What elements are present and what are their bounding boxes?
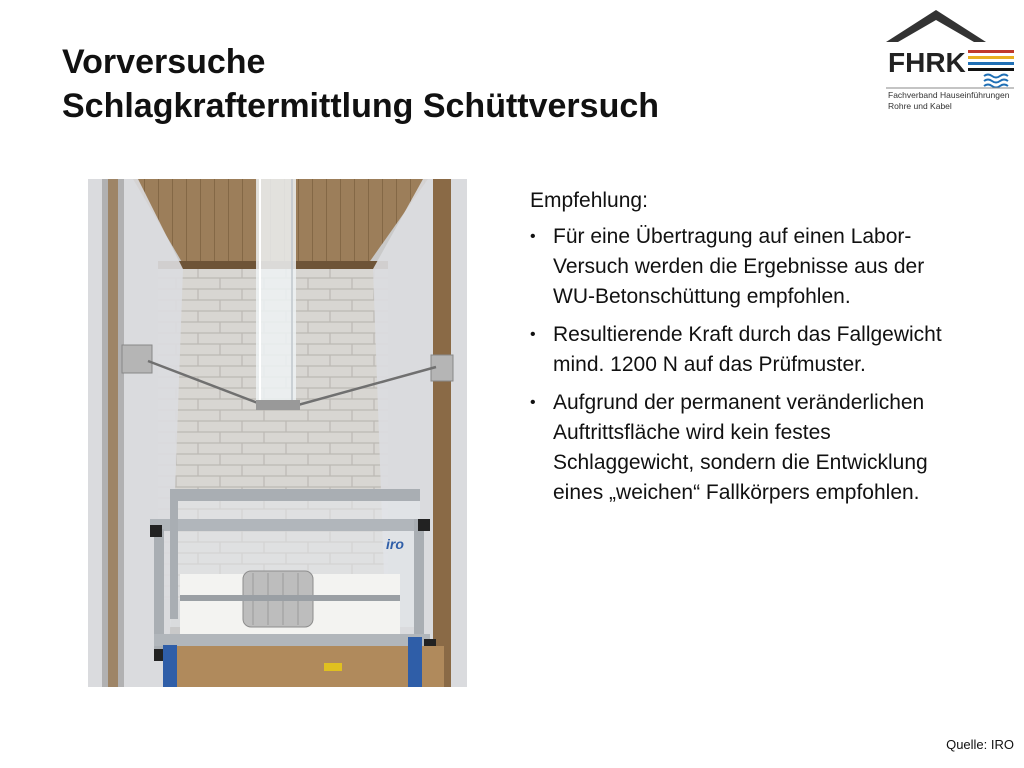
recommendation-heading: Empfehlung:: [530, 189, 648, 212]
bullet-icon: •: [530, 326, 536, 343]
list-item: [530, 388, 970, 508]
slide-title: [62, 40, 659, 128]
test-setup-photo: [88, 179, 467, 687]
list-item: [530, 222, 970, 312]
logo-subtitle-1: Fachverband Hauseinführungen: [888, 90, 1010, 100]
photo-brand-mark: iro: [386, 536, 404, 552]
title-line-1: Vorversuche: [62, 43, 266, 81]
source-credit: Quelle: IRO: [946, 737, 1014, 752]
list-item-text: Aufgrund der permanent veränderlichen Auftrittsfläche wird kein festes Schlaggewicht, sondern die Entwicklung eines „weichen“ Fallkörpers empfohlen.: [553, 391, 928, 504]
list-item: [530, 320, 970, 380]
list-item-text: Resultierende Kraft durch das Fallgewicht mind. 1200 N auf das Prüfmuster.: [553, 323, 942, 376]
logo-subtitle-2: Rohre und Kabel: [888, 101, 952, 111]
house-logo-icon: [886, 8, 1016, 112]
bullet-icon: •: [530, 228, 536, 245]
logo-wordmark: FHRK: [888, 47, 966, 78]
title-line-2: Schlagkraftermittlung Schüttversuch: [62, 87, 660, 125]
bullet-icon: •: [530, 394, 536, 411]
photo-illustration: [88, 179, 467, 687]
fhrk-logo: [886, 8, 1016, 112]
recommendation-list: [530, 222, 970, 508]
list-item-text: Für eine Übertragung auf einen Labor-Versuch werden die Ergebnisse aus der WU-Betonschüttung empfohlen.: [553, 225, 925, 308]
recommendation-section: [530, 186, 970, 516]
